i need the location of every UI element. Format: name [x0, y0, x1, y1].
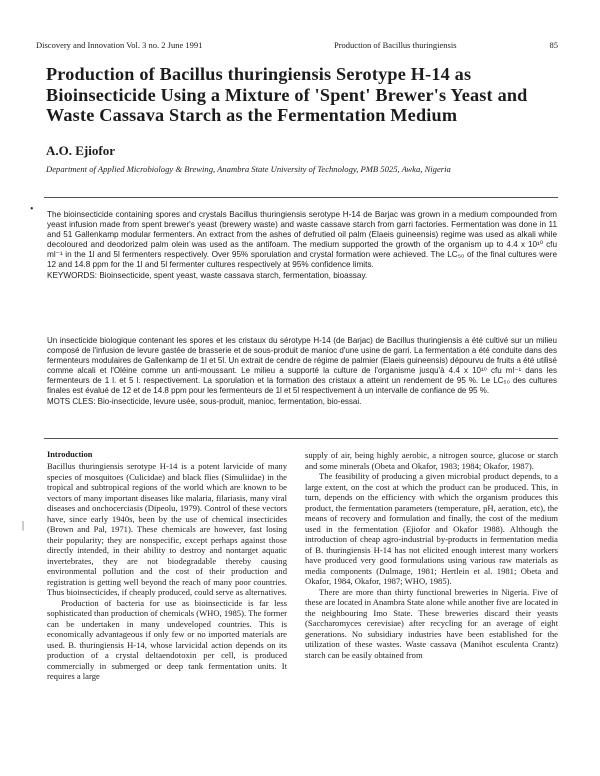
abstract-divider	[44, 438, 558, 439]
journal-citation: Discovery and Innovation Vol. 3 no. 2 June 1991	[36, 40, 203, 50]
article-title: Production of Bacillus thuringiensis Serotype H-14 as Bioinsecticide Using a Mixture of 'Spent' Brewer's Yeast and Waste Cassava Starch as the Fermentation Medium	[46, 64, 528, 125]
resume-body: Un insecticide biologique contenant les spores et les cristaux du sérotype H-14 (de Barjac) de Bacillus thuringiensis a été cultivé sur un milieu composé de l'infusion de levure gastée de brasserie et de sous-produit de manioc d'une usine de garri. La fermentation a été conduite dans des fermenteurs modulaires de Gallenkamp de 1l et 5l. Un extrait de cendre de régime de palmier (Elaeis guineensis) dépourvu de fruits a été utilisé comme alcali et l'Oléine comme un anti-moussant. Le milieu a supporté la culture de l'organisme jusqu'à 4.4 x 10¹⁰ cfu ml⁻¹ dans les fermenteurs de 1 l. et 5 l. respectivement. La sporulation et la formation des cristaux a atteint un rendement de 95 %. Le LC₅₀ des cultures finales est évalué de 12 et de 14.8 ppm pour les fermenteurs de 1l et 5l respectivement à un intervalle de confiance de 95 %.	[47, 336, 557, 396]
paragraph: There are more than thirty functional breweries in Nigeria. Five of these are located in Anambra State alone while another five are located in the neighbouring Imo State. These breweries discard their yeasts (Saccharomyces cerevisiae) after recycling for an average of eight generations. No subsidiary industries have been established for the utilization of these wastes. Waste cassava (Manihot esculenta Crantz) starch can be easily obtained from	[305, 586, 558, 660]
page-number: 85	[549, 40, 558, 50]
paragraph: supply of air, being highly aerobic, a nitrogen source, glucose or starch and some minerals (Obeta and Okafor, 1983; 1984; Okafor, 1987).	[305, 450, 558, 471]
header-divider	[44, 197, 558, 198]
margin-bracket: |	[22, 520, 25, 531]
running-title: Production of Bacillus thuringiensis	[334, 40, 457, 50]
section-heading-introduction: Introduction	[47, 450, 93, 459]
body-column-right	[305, 450, 558, 660]
paragraph: Production of bacteria for use as bioinsecticide is far less sophisticated than production of chemicals (WHO, 1985). The former can be undertaken in many undeveloped countries. This is economically advantageous if only few or no imported materials are used. B. thuringiensis H-14, whose larvicidal action depends on its production of a crystal deltaendotoxin per cell, is produced commercially in submerged or deep tank fermentation units. It requires a large	[47, 597, 287, 681]
resume-keywords: MOTS CLES: Bio-insecticide, levure usée, sous-produit, manioc, fermentation, bio-essai.	[47, 396, 362, 406]
margin-mark: •	[30, 204, 34, 215]
paragraph: Bacillus thuringiensis serotype H-14 is a potent larvicide of many species of mosquitoes (Culicidae) and black flies (Simuliidae) in the tropical and subtropical regions of the world which are known to be vectors of many important diseases like malaria, filariasis, many viral diseases and onchocerciasis (Dipeolu, 1979). Control of these vectors have, since early 1940s, been by the use of chemical insecticides (Brown and Pal, 1971). These chemicals are however, fast losing their popularity; they are nonspecific, except perhaps against those directly intended, in their ability to destroy and nontarget aquatic invertebrates, they are not biodegradable thereby causing environmental pollution and the cost of their production and registration is getting well beyond the reach of many poor countries. Thus bioinsecticides, if cheaply produced, could serve as alternatives.	[47, 461, 287, 597]
author-name: A.O. Ejiofor	[46, 143, 115, 158]
abstract-keywords: KEYWORDS: Bioinsecticide, spent yeast, waste cassava starch, fermentation, bioassay.	[47, 270, 368, 280]
french-abstract	[47, 336, 557, 407]
abstract	[47, 210, 557, 281]
abstract-body: The bioinsecticide containing spores and crystals Bacillus thuringiensis serotype H-14 de Barjac was grown in a medium compounded from yeast infusion made from spent brewer's yeast (brewery waste) and waste cassave starch from garri factories. Fermentation was done in 11 and 51 Gallenkamp modular fermenters. An extract from the ashes of defrutied oil palm (Elaeis guineensis) regime was used as alkali while decoloured and deodorized palm olein was used as the antifoam. The medium supported the growth of the organism up to 4.4 x 10¹⁰ cfu ml⁻¹ in the 1l and 5l fermenters respectively. Over 95% sporulation and crystal formation were achieved. The LC₅₀ of the final cultures were 12 and 14.8 ppm for the 1l and 5l fermenter cultures respectively at 95% confidence limits.	[47, 210, 557, 270]
paragraph: The feasibility of producing a given microbial product depends, to a large extent, on the cost at which the product can be produced. This, in turn, depends on the efficiency with which the organism produces this product, the fermentation parameters (temperature, pH, aeration, etc), the means of recovery and formulation and finally, the cost of the medium used in the fermentation (Ejiofor and Okafor 1988). Although the introduction of cheap agro-industrial by-products in fermentation media of B. thuringiensis H-14 has not elicited enough interest many workers have produced very good formulations using various raw materials as media components (Dulmage, 1981; Hertlein et al. 1981; Obeta and Okafor, 1984, Okafor, 1987; WHO, 1985).	[305, 471, 558, 586]
author-affiliation: Department of Applied Microbiology & Brewing, Anambra State University of Technology, PMB 5025, Awka, Nigeria	[46, 164, 451, 174]
body-column-left	[47, 461, 287, 682]
